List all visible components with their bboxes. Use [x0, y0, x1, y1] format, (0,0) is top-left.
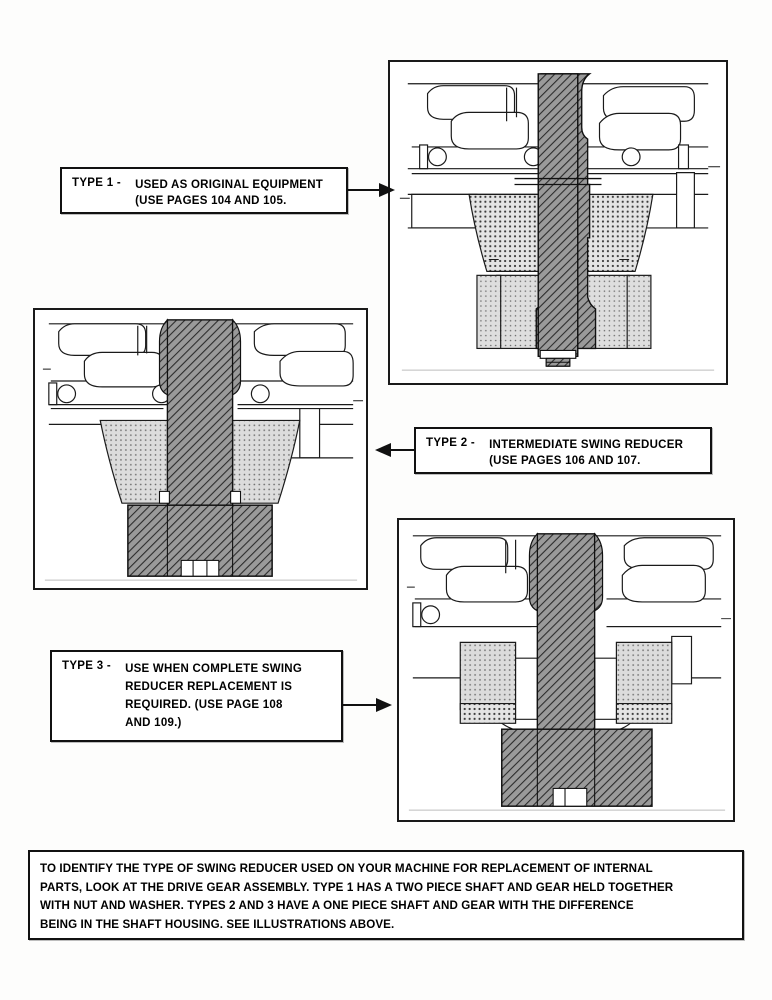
- callout-type-3: [50, 650, 343, 742]
- callout-type-2-label: TYPE 2 -: [426, 437, 476, 449]
- note-line-4: BEING IN THE SHAFT HOUSING. SEE ILLUSTRATIONS ABOVE.: [40, 917, 395, 931]
- callout-type-1-line-2: (USE PAGES 104 AND 105.: [135, 195, 287, 207]
- callout-type-1-label: TYPE 1 -: [72, 177, 122, 189]
- callout-type-1: [60, 167, 348, 214]
- figure-type-3: [397, 518, 735, 822]
- callout-type-2-line-1: INTERMEDIATE SWING REDUCER: [489, 439, 684, 451]
- callout-type-3-line-4: AND 109.): [125, 717, 182, 729]
- callout-type-3-text: [125, 660, 302, 732]
- callout-type-3-line-2: REDUCER REPLACEMENT IS: [125, 681, 293, 693]
- callout-type-2-text: [489, 437, 683, 469]
- figure-type-2: [33, 308, 368, 590]
- leader-line-type-1: [348, 189, 382, 191]
- identification-note: [28, 850, 744, 940]
- callout-type-1-text: [135, 177, 323, 209]
- callout-type-3-line-3: REQUIRED. (USE PAGE 108: [125, 699, 283, 711]
- note-line-3: WITH NUT AND WASHER. TYPES 2 AND 3 HAVE A ONE PIECE SHAFT AND GEAR WITH THE DIFFERENCE: [40, 899, 634, 912]
- callout-type-3-line-1: USE WHEN COMPLETE SWING: [125, 663, 303, 675]
- callout-type-2-line-2: (USE PAGES 106 AND 107.: [489, 455, 641, 467]
- figure-type-1: [388, 60, 728, 385]
- note-line-1: TO IDENTIFY THE TYPE OF SWING REDUCER USED ON YOUR MACHINE FOR REPLACEMENT OF INTERNAL: [40, 862, 653, 875]
- callout-type-1-line-1: USED AS ORIGINAL EQUIPMENT: [135, 179, 324, 191]
- arrow-left-icon-type-2: [375, 443, 391, 457]
- arrow-right-icon-type-1: [379, 183, 395, 197]
- callout-type-2: [414, 427, 712, 474]
- leader-line-type-3: [343, 704, 379, 706]
- callout-type-3-label: TYPE 3 -: [62, 660, 112, 672]
- note-line-2: PARTS, LOOK AT THE DRIVE GEAR ASSEMBLY. TYPE 1 HAS A TWO PIECE SHAFT AND GEAR HELD TOGETHER: [40, 880, 674, 894]
- arrow-right-icon-type-3: [376, 698, 392, 712]
